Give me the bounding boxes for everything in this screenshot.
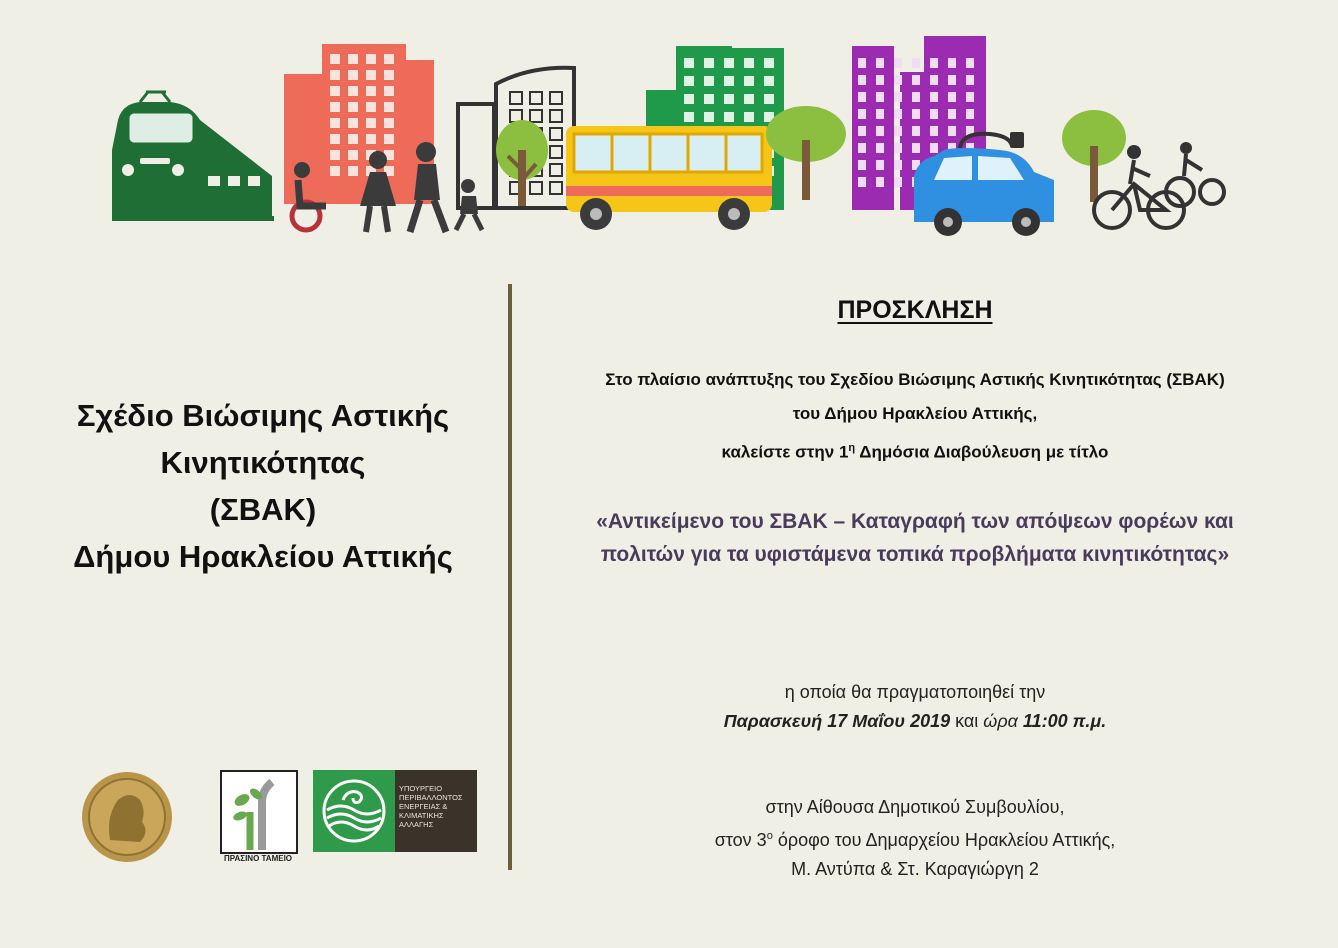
window xyxy=(930,143,938,153)
window xyxy=(930,92,938,102)
window xyxy=(366,54,376,64)
window xyxy=(948,109,956,119)
window xyxy=(948,58,956,68)
window xyxy=(966,109,974,119)
window xyxy=(930,75,938,85)
window xyxy=(384,70,394,80)
window xyxy=(744,58,754,68)
window xyxy=(858,126,866,136)
column-divider xyxy=(508,284,512,870)
when-details xyxy=(520,707,1310,736)
plan-title-line3: (ΣΒΑΚ) xyxy=(209,492,317,527)
window xyxy=(858,109,866,119)
when-connector: και xyxy=(950,711,984,731)
window xyxy=(704,94,714,104)
window xyxy=(684,112,694,122)
bus-icon xyxy=(566,126,772,230)
window xyxy=(330,166,340,176)
window xyxy=(948,92,956,102)
window xyxy=(858,92,866,102)
window xyxy=(912,92,920,102)
intro-line: Στο πλαίσιο ανάπτυξης του Σχεδίου Βιώσιμης Αστικής Κινητικότητας (ΣΒΑΚ) xyxy=(605,370,1225,389)
plan-title-line4: Δήμου Ηρακλείου Αττικής xyxy=(73,539,453,574)
location-line: στην Αίθουσα Δημοτικού Συμβουλίου, xyxy=(765,797,1065,817)
window xyxy=(330,102,340,112)
building-icon xyxy=(284,44,434,204)
window xyxy=(348,70,358,80)
window xyxy=(894,92,902,102)
window xyxy=(912,126,920,136)
window xyxy=(348,134,358,144)
plan-title-line1: Σχέδιο Βιώσιμης Αστικής xyxy=(76,398,450,433)
window xyxy=(876,75,884,85)
intro-text: Δημόσια Διαβούλευση με τίτλο xyxy=(855,442,1109,462)
invitation-intro xyxy=(520,363,1310,470)
location-text: στον 3 xyxy=(714,830,767,850)
window xyxy=(530,182,542,194)
window xyxy=(384,134,394,144)
window xyxy=(744,94,754,104)
window xyxy=(348,166,358,176)
ministry-logo-icon xyxy=(313,770,395,852)
ordinal-superscript: η xyxy=(848,442,856,454)
window xyxy=(858,143,866,153)
plan-title xyxy=(20,392,506,580)
window xyxy=(894,58,902,68)
event-time: 11:00 π.μ. xyxy=(1022,711,1107,731)
window xyxy=(894,143,902,153)
location-text: όροφο του Δημαρχείου Ηρακλείου Αττικής, xyxy=(772,830,1116,850)
ministry-text xyxy=(399,784,475,829)
invitation-heading: ΠΡΟΣΚΛΗΣΗ xyxy=(837,296,993,324)
window xyxy=(348,102,358,112)
window xyxy=(550,182,562,194)
window xyxy=(384,54,394,64)
window xyxy=(744,112,754,122)
window xyxy=(510,92,522,104)
window xyxy=(948,126,956,136)
window xyxy=(764,58,774,68)
window xyxy=(858,160,866,170)
window xyxy=(550,92,562,104)
window xyxy=(330,54,340,64)
window xyxy=(966,92,974,102)
ministry-text-line: ΚΛΙΜΑΤΙΚΗΣ xyxy=(399,811,444,820)
window xyxy=(930,58,938,68)
window xyxy=(550,164,562,176)
window xyxy=(876,58,884,68)
green-fund-logo-icon xyxy=(220,770,298,854)
window xyxy=(330,134,340,144)
window xyxy=(384,86,394,96)
ministry-text-line: ΑΛΛΑΓΗΣ xyxy=(399,820,434,829)
window xyxy=(948,75,956,85)
window xyxy=(858,75,866,85)
window xyxy=(530,92,542,104)
pedestrians-icon xyxy=(360,142,482,232)
intro-line: του Δήμου Ηρακλείου Αττικής, xyxy=(792,404,1038,423)
urban-mobility-banner xyxy=(0,0,1338,260)
window xyxy=(894,109,902,119)
window xyxy=(858,177,866,187)
window xyxy=(858,58,866,68)
topic-line: «Αντικείμενο του ΣΒΑΚ – Καταγραφή των απόψεων φορέων και xyxy=(596,510,1234,533)
window xyxy=(724,112,734,122)
window xyxy=(894,177,902,187)
tree-icon xyxy=(1062,110,1126,202)
ministry-text-line: ΠΕΡΙΒΑΛΛΟΝΤΟΣ xyxy=(399,793,463,802)
when-time-word: ώρα xyxy=(983,711,1018,731)
window xyxy=(530,110,542,122)
window xyxy=(348,150,358,160)
window xyxy=(894,160,902,170)
green-fund-logo xyxy=(218,770,298,866)
window xyxy=(366,86,376,96)
window xyxy=(348,86,358,96)
location-line: Μ. Αντύπα & Στ. Καραγιώργη 2 xyxy=(791,859,1039,879)
intro-line xyxy=(520,431,1310,470)
window xyxy=(876,143,884,153)
window xyxy=(764,94,774,104)
train-icon xyxy=(112,92,274,221)
window xyxy=(704,112,714,122)
sponsor-logos xyxy=(80,766,480,866)
window xyxy=(724,94,734,104)
window xyxy=(966,58,974,68)
window xyxy=(966,75,974,85)
window xyxy=(912,58,920,68)
ministry-text-line: ΥΠΟΥΡΓΕΙΟ xyxy=(399,784,443,793)
topic-line: πολιτών για τα υφιστάμενα τοπικά προβλήματα κινητικότητας» xyxy=(600,543,1230,566)
green-fund-label: ΠΡΑΣΙΝΟ ΤΑΜΕΙΟ xyxy=(223,854,293,863)
window xyxy=(912,143,920,153)
window xyxy=(366,70,376,80)
location-line xyxy=(520,822,1310,855)
ministry-text-line: ΕΝΕΡΓΕΙΑΣ & xyxy=(399,802,448,811)
window xyxy=(384,118,394,128)
window xyxy=(876,126,884,136)
window xyxy=(366,118,376,128)
ordinal-superscript: ο xyxy=(766,830,773,842)
plan-title-line2: Κινητικότητας xyxy=(160,445,366,480)
window xyxy=(330,118,340,128)
window xyxy=(894,75,902,85)
intro-text: καλείστε στην 1 xyxy=(721,442,849,462)
window xyxy=(366,102,376,112)
window xyxy=(724,58,734,68)
event-date-time xyxy=(520,678,1310,736)
window xyxy=(912,109,920,119)
consultation-topic xyxy=(520,505,1310,571)
window xyxy=(330,150,340,160)
window xyxy=(744,76,754,86)
municipality-medal-icon xyxy=(80,770,174,864)
window xyxy=(684,76,694,86)
window xyxy=(550,128,562,140)
event-location xyxy=(520,793,1310,884)
window xyxy=(550,110,562,122)
window xyxy=(550,146,562,158)
window xyxy=(724,76,734,86)
window xyxy=(684,94,694,104)
when-intro: η οποία θα πραγματοποιηθεί την xyxy=(784,682,1046,702)
window xyxy=(912,75,920,85)
window xyxy=(930,126,938,136)
window xyxy=(348,54,358,64)
window xyxy=(330,70,340,80)
window xyxy=(330,86,340,96)
window xyxy=(684,58,694,68)
window xyxy=(384,102,394,112)
window xyxy=(348,118,358,128)
window xyxy=(876,109,884,119)
window xyxy=(764,76,774,86)
window xyxy=(876,177,884,187)
window xyxy=(704,76,714,86)
event-date: Παρασκευή 17 Μαΐου 2019 xyxy=(723,711,951,731)
window xyxy=(876,160,884,170)
window xyxy=(930,109,938,119)
window xyxy=(366,134,376,144)
window xyxy=(704,58,714,68)
window xyxy=(894,126,902,136)
window xyxy=(876,92,884,102)
ministry-logo xyxy=(313,770,477,852)
